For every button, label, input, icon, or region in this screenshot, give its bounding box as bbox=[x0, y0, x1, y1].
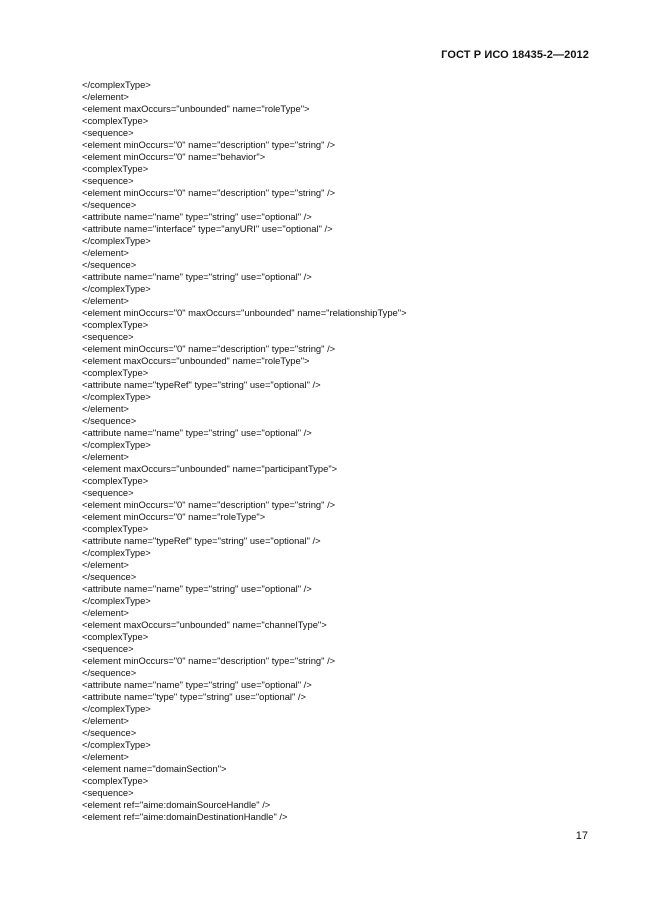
standard-designation: ГОСТ Р ИСО 18435-2—2012 bbox=[441, 49, 589, 61]
code-line: <sequence> bbox=[82, 331, 134, 342]
code-line: </complexType> bbox=[82, 283, 151, 294]
code-line: <attribute name="name" type="string" use="optional" /> bbox=[82, 211, 312, 222]
code-line: <attribute name="type" type="string" use="optional" /> bbox=[82, 691, 307, 702]
document-header bbox=[441, 49, 589, 61]
code-line: </element> bbox=[82, 715, 129, 726]
code-line: <complexType> bbox=[82, 631, 149, 642]
code-line: </sequence> bbox=[82, 727, 137, 738]
code-line: <complexType> bbox=[82, 475, 149, 486]
code-line: <attribute name="interface" type="anyURI" use="optional" /> bbox=[82, 223, 333, 234]
code-line: </element> bbox=[82, 559, 129, 570]
code-line: <complexType> bbox=[82, 115, 149, 126]
code-line: <attribute name="name" type="string" use="optional" /> bbox=[82, 271, 312, 282]
code-line: </complexType> bbox=[82, 739, 151, 750]
code-line: <attribute name="typeRef" type="string" use="optional" /> bbox=[82, 379, 321, 390]
code-line: <element minOccurs="0" name="description" type="string" /> bbox=[82, 139, 336, 150]
code-line: <element maxOccurs="unbounded" name="roleType"> bbox=[82, 355, 310, 366]
code-line: <element ref="aime:domainSourceHandle" /> bbox=[82, 799, 271, 810]
code-line: <element ref="aime:domainDestinationHandle" /> bbox=[82, 811, 288, 822]
code-line: <attribute name="name" type="string" use="optional" /> bbox=[82, 427, 312, 438]
code-line: <sequence> bbox=[82, 127, 134, 138]
code-line: <element minOccurs="0" name="description" type="string" /> bbox=[82, 187, 336, 198]
code-line: </sequence> bbox=[82, 259, 137, 270]
code-line: </complexType> bbox=[82, 595, 151, 606]
code-line: <element minOccurs="0" name="description" type="string" /> bbox=[82, 655, 336, 666]
code-line: </complexType> bbox=[82, 79, 151, 90]
code-line: <sequence> bbox=[82, 643, 134, 654]
code-line: <attribute name="name" type="string" use="optional" /> bbox=[82, 679, 312, 690]
code-line: <complexType> bbox=[82, 775, 149, 786]
code-line: <element minOccurs="0" name="roleType"> bbox=[82, 511, 266, 522]
code-line: </element> bbox=[82, 751, 129, 762]
page-number: 17 bbox=[575, 830, 588, 842]
code-line: </complexType> bbox=[82, 391, 151, 402]
code-line: </element> bbox=[82, 451, 129, 462]
xml-schema-listing bbox=[82, 79, 582, 823]
code-line: <element minOccurs="0" name="description" type="string" /> bbox=[82, 499, 336, 510]
code-line: <element maxOccurs="unbounded" name="participantType"> bbox=[82, 463, 338, 474]
code-line: </complexType> bbox=[82, 439, 151, 450]
code-line: </sequence> bbox=[82, 667, 137, 678]
code-line: <attribute name="typeRef" type="string" use="optional" /> bbox=[82, 535, 321, 546]
code-line: <sequence> bbox=[82, 487, 134, 498]
code-line: </element> bbox=[82, 247, 129, 258]
code-line: <complexType> bbox=[82, 163, 149, 174]
code-line: <complexType> bbox=[82, 367, 149, 378]
code-line: </element> bbox=[82, 403, 129, 414]
code-line: </complexType> bbox=[82, 547, 151, 558]
code-line: <element minOccurs="0" maxOccurs="unbounded" name="relationshipType"> bbox=[82, 307, 407, 318]
code-line: </complexType> bbox=[82, 703, 151, 714]
code-line: </sequence> bbox=[82, 199, 137, 210]
code-line: <element name="domainSection"> bbox=[82, 763, 227, 774]
code-line: <element maxOccurs="unbounded" name="channelType"> bbox=[82, 619, 327, 630]
code-line: <element maxOccurs="unbounded" name="roleType"> bbox=[82, 103, 310, 114]
code-line: <complexType> bbox=[82, 523, 149, 534]
code-line: </element> bbox=[82, 91, 129, 102]
code-line: </sequence> bbox=[82, 571, 137, 582]
code-line: <element minOccurs="0" name="behavior"> bbox=[82, 151, 266, 162]
code-line: </sequence> bbox=[82, 415, 137, 426]
code-line: <sequence> bbox=[82, 175, 134, 186]
code-line: </element> bbox=[82, 295, 129, 306]
code-line: </element> bbox=[82, 607, 129, 618]
code-line: </complexType> bbox=[82, 235, 151, 246]
code-line: <sequence> bbox=[82, 787, 134, 798]
code-line: <element minOccurs="0" name="description" type="string" /> bbox=[82, 343, 336, 354]
code-line: <complexType> bbox=[82, 319, 149, 330]
code-line: <attribute name="name" type="string" use="optional" /> bbox=[82, 583, 312, 594]
